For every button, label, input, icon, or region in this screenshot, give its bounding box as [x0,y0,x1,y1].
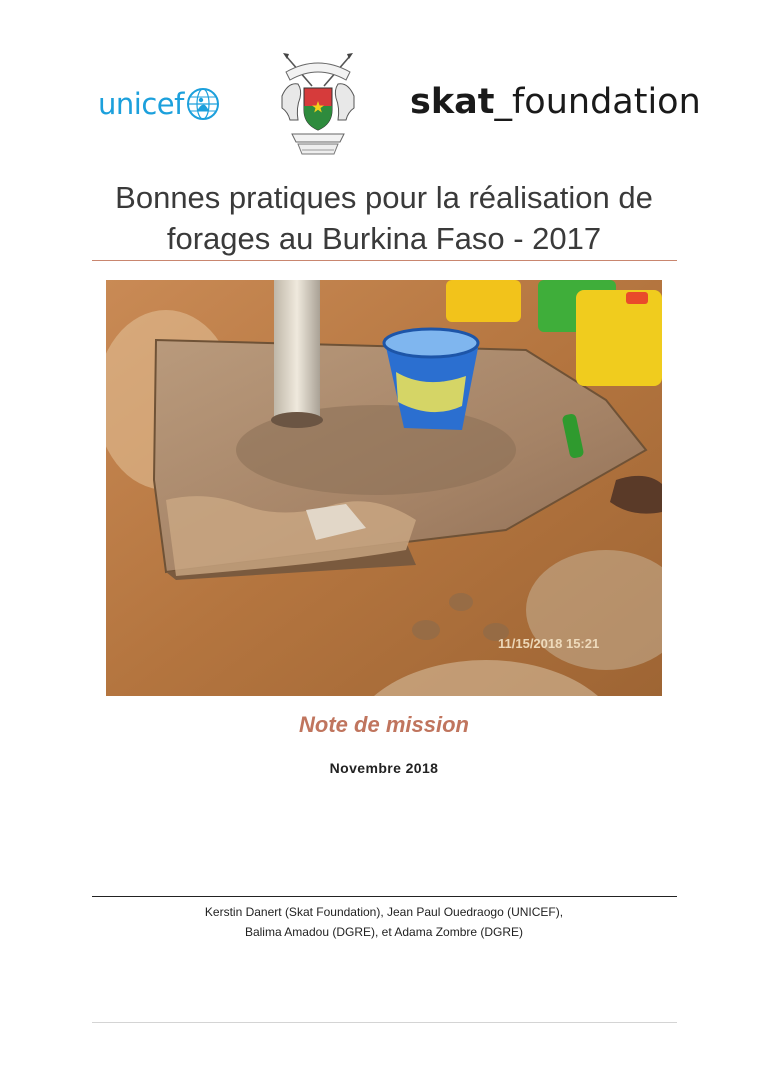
authors-block [0,902,768,942]
skat-wordmark-bold: skat [410,82,495,122]
unicef-wordmark: unicef [98,87,184,121]
title-line-1: Bonnes pratiques pour la réalisation de [115,180,653,215]
footer-rule [92,1022,677,1023]
photo-timestamp: 11/15/2018 15:21 [498,636,600,651]
publication-date: Novembre 2018 [329,760,439,776]
authors-line-1: Kerstin Danert (Skat Foundation), Jean Paul Ouedraogo (UNICEF), [204,905,564,919]
cover-photo [106,280,662,696]
document-title [60,177,708,259]
burkina-faso-coat-of-arms-icon [272,50,364,160]
authors-line-2: Balima Amadou (DGRE), et Adama Zombre (DGRE) [244,925,524,939]
unicef-globe-icon [186,87,220,121]
title-line-2: forages au Burkina Faso - 2017 [166,221,602,256]
authors-top-rule [92,896,677,897]
skat-foundation-logo [410,82,701,122]
document-subtitle: Note de mission [299,712,469,737]
unicef-logo [98,84,220,124]
title-divider [92,260,677,261]
skat-wordmark-light: _foundation [494,82,701,122]
